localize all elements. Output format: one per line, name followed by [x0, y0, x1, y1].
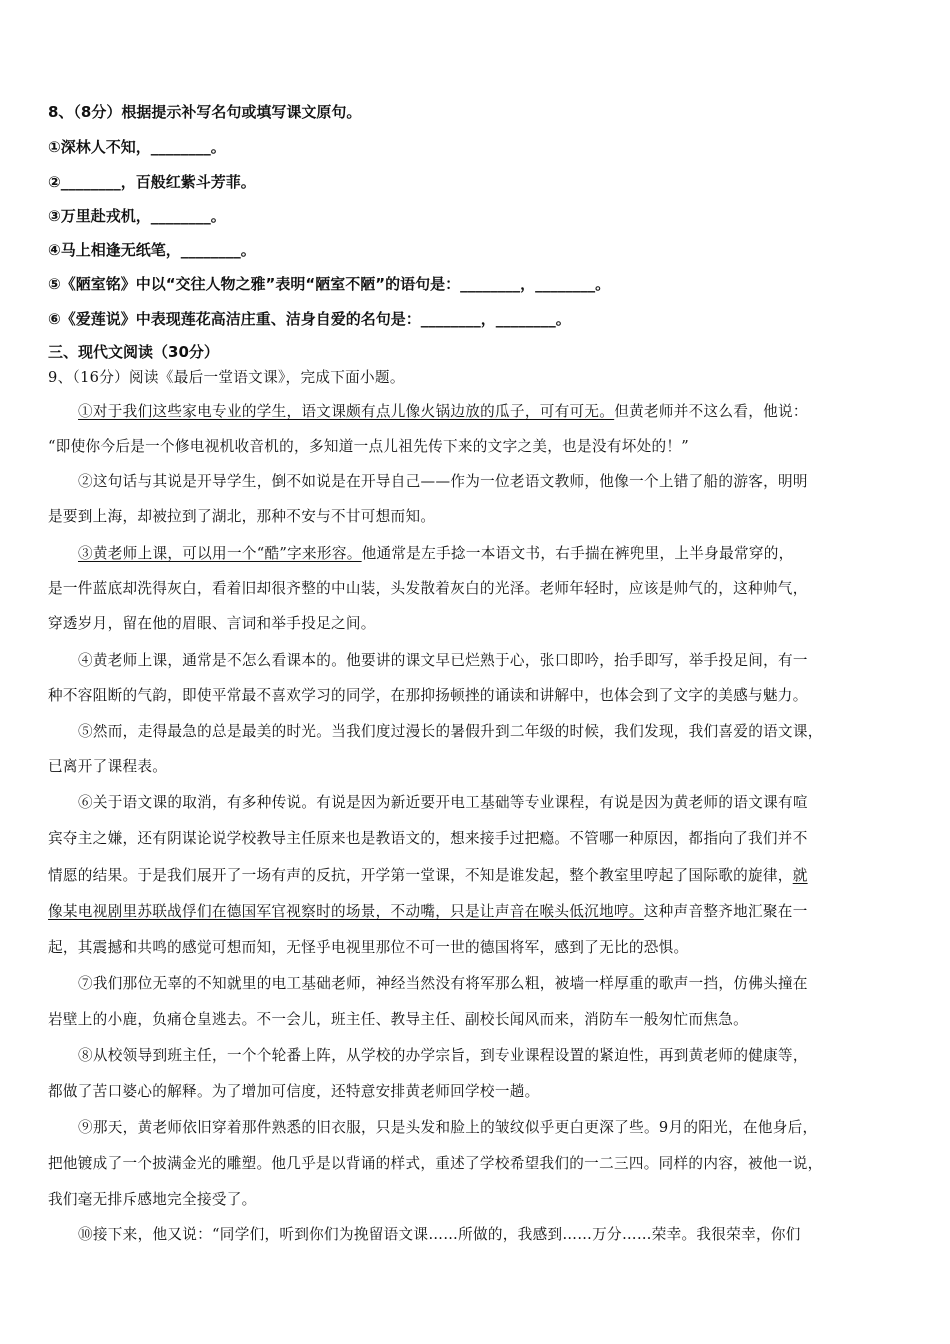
para-8-line-2: 都做了苦口婆心的解释。为了增加可信度，还特意安排黄老师回学校一趟。: [48, 1083, 540, 1100]
q8-title: 8、（8分）根据提示补写名句或填写课文原句。: [48, 103, 362, 121]
para-1-line-1: ①对于我们这些家电专业的学生，语文课颇有点儿像火锅边放的瓜子，可有可无。但黄老师并不这么看，他说：: [78, 403, 808, 420]
para-2-line-1: ②这句话与其说是开导学生，倒不如说是在开导自己——作为一位老语文教师，他像一个上错了船的游客，明明: [78, 473, 808, 490]
para-4-line-2: 种不容阻断的气韵，即使平常最不喜欢学习的同学，在那抑扬顿挫的诵读和讲解中，也体会到了文字的美感与魅力。: [48, 687, 808, 704]
para-6-underlined: 像某电视剧里苏联战俘们在德国军官视察时的场景，不动嘴，只是让声音在喉头低沉地哼。: [48, 903, 644, 920]
para-3-underlined: ③黄老师上课，可以用一个“酷”字来形容。: [78, 545, 362, 562]
para-6-line-1: ⑥关于语文课的取消，有多种传说。有说是因为新近要开电工基础等专业课程，有说是因为黄老师的语文课有喧: [78, 794, 808, 811]
para-3-line-1: ③黄老师上课，可以用一个“酷”字来形容。他通常是左手捻一本语文书，右手揣在裤兜里，上半身最常穿的，: [78, 545, 794, 562]
para-3-line-3: 穿透岁月，留在他的眉眼、言词和举手投足之间。: [48, 615, 376, 632]
para-4-line-1: ④黄老师上课，通常是不怎么看课本的。他要讲的课文早已烂熟于心，张口即吟，抬手即写，举手投足间，有一: [78, 652, 808, 669]
para-2-line-2: 是要到上海，却被拉到了湖北，那种不安与不甘可想而知。: [48, 508, 436, 525]
para-6-underlined-start: 就: [792, 867, 808, 884]
para-9-line-1: ⑨那天，黄老师依旧穿着那件熟悉的旧衣服，只是头发和脸上的皱纹似乎更白更深了些。9月的阳光，在他身后，: [78, 1119, 818, 1136]
para-10-line-1: ⑩接下来，他又说：“同学们，听到你们为挽留语文课……所做的，我感到……万分……荣幸。我很荣幸，你们: [78, 1226, 801, 1243]
para-9-line-2: 把他镀成了一个披满金光的雕塑。他几乎是以背诵的样式，重述了学校希望我们的一二三四。同样的内容，被他一说，: [48, 1155, 823, 1172]
para-8-line-1: ⑧从校领导到班主任，一个个轮番上阵，从学校的办学宗旨，到专业课程设置的紧迫性，再到黄老师的健康等，: [78, 1047, 808, 1064]
para-7-line-1: ⑦我们那位无辜的不知就里的电工基础老师，神经当然没有将军那么粗，被墙一样厚重的歌声一挡，仿佛头撞在: [78, 975, 808, 992]
para-5-line-2: 已离开了课程表。: [48, 758, 168, 775]
para-6-line-4: 像某电视剧里苏联战俘们在德国军官视察时的场景，不动嘴，只是让声音在喉头低沉地哼。这种声音整齐地汇聚在一: [48, 903, 808, 920]
q8-item-3: ③万里赴戎机，________。: [48, 207, 226, 225]
para-1-underlined: ①对于我们这些家电专业的学生，语文课颇有点儿像火锅边放的瓜子，可有可无。: [78, 403, 615, 420]
q8-item-1: ①深林人不知，________。: [48, 138, 226, 156]
section-3-title: 三、现代文阅读（30分）: [48, 343, 219, 361]
para-3-line-2: 是一件蓝底却洗得灰白，看着旧却很齐整的中山装，头发散着灰白的光泽。老师年轻时，应该是帅气的，这种帅气，: [48, 580, 808, 597]
q8-item-4: ④马上相逢无纸笔，________。: [48, 241, 256, 259]
para-7-line-2: 岩壁上的小鹿，负痛仓皇逃去。不一会儿，班主任、教导主任、副校长闻风而来，消防车一般匆忙而焦急。: [48, 1011, 749, 1028]
para-1-line-2: “即使你今后是一个修电视机收音机的，多知道一点儿祖先传下来的文字之美，也是没有坏处的！”: [48, 438, 690, 455]
para-6-line-5: 起，其震撼和共鸣的感觉可想而知，无怪乎电视里那位不可一世的德国将军，感到了无比的恐惧。: [48, 939, 689, 956]
para-6-line-2: 宾夺主之嫌，还有阴谋论说学校教导主任原来也是教语文的，想来接手过把瘾。不管哪一种原因，都指向了我们并不: [48, 830, 808, 847]
para-9-line-3: 我们毫无排斥感地完全接受了。: [48, 1191, 257, 1208]
q8-item-2: ②________，百般红紫斗芳菲。: [48, 173, 256, 191]
q9-title: 9、（16分）阅读《最后一堂语文课》，完成下面小题。: [48, 369, 405, 386]
para-5-line-1: ⑤然而，走得最急的总是最美的时光。当我们度过漫长的暑假升到二年级的时候，我们发现，我们喜爱的语文课，: [78, 723, 823, 740]
q8-item-6: ⑥《爱莲说》中表现莲花高洁庄重、洁身自爱的名句是：________，________。: [48, 310, 571, 328]
q8-item-5: ⑤《陋室铭》中以“交往人物之雅”表明“陋室不陋”的语句是：________，________。: [48, 275, 611, 293]
para-6-line-3: 情愿的结果。于是我们展开了一场有声的反抗，开学第一堂课，不知是谁发起，整个教室里哼起了国际歌的旋律，就: [48, 867, 808, 884]
